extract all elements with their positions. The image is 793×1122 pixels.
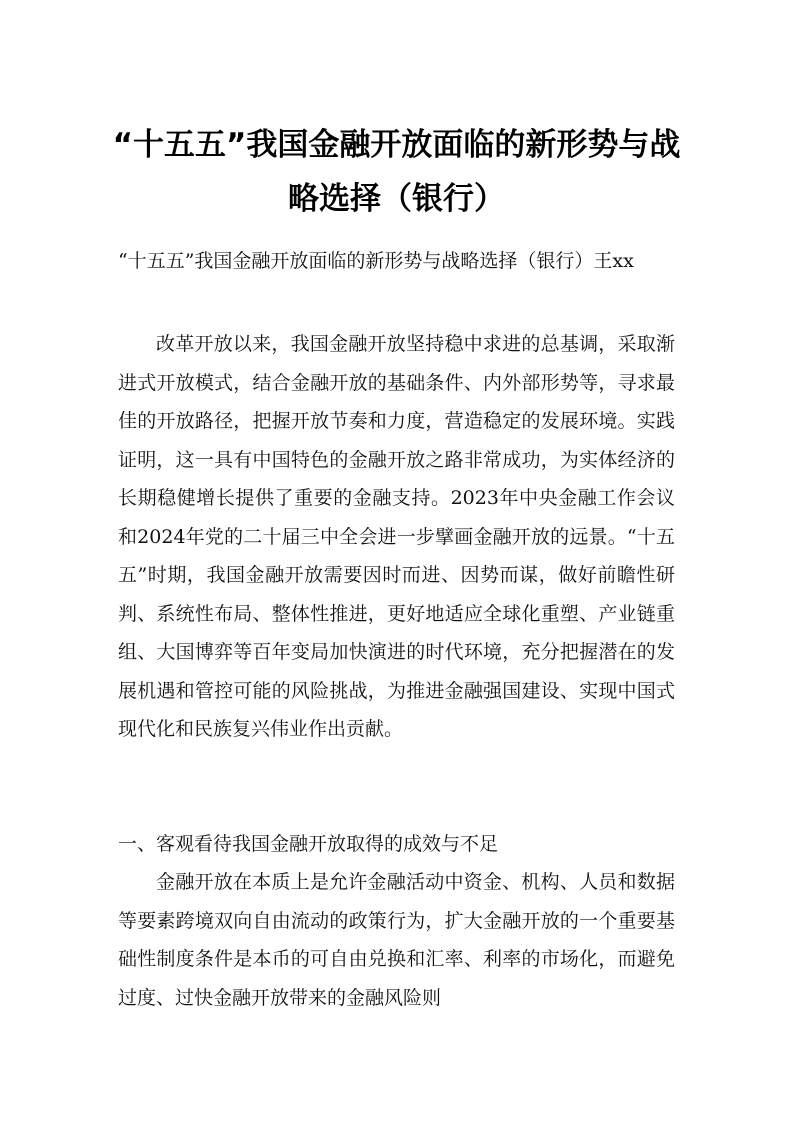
document-title: “十五五”我国金融开放面临的新形势与战略选择（银行） (112, 127, 681, 217)
paragraph-intro: 改革开放以来，我国金融开放坚持稳中求进的总基调，采取渐进式开放模式，结合金融开放的基础条件、内外部形势等，寻求最佳的开放路径，把握开放节奏和力度，营造稳定的发展环境。实践证明，这一具有中国特色的金融开放之路非常成功，为实体经济的长期稳健增长提供了重要的金融支持。2023年中央金融工作会议和2024年党的二十届三中全会进一步擘画金融开放的远景。“十五五”时期，我国金融开放需要因时而进、因势而谋，做好前瞻性研判、系统性布局、整体性推进，更好地适应全球化重塑、产业链重组、大国博弈等百年变局加快演进的时代环境，充分把握潜在的发展机遇和管控可能的风险挑战，为推进金融强国建设、实现中国式现代化和民族复兴伟业作出贡献。 (118, 333, 675, 740)
section-heading-1: 一、客观看待我国金融开放取得的成效与不足 (118, 833, 499, 855)
paragraph-section-1: 金融开放在本质上是允许金融活动中资金、机构、人员和数据等要素跨境双向自由流动的政策行为，扩大金融开放的一个重要基础性制度条件是本币的可自由兑换和汇率、利率的市场化，而避免过度、过快金融开放带来的金融风险则 (118, 871, 675, 1009)
document-byline: “十五五”我国金融开放面临的新形势与战略选择（银行）王xx (118, 250, 634, 272)
